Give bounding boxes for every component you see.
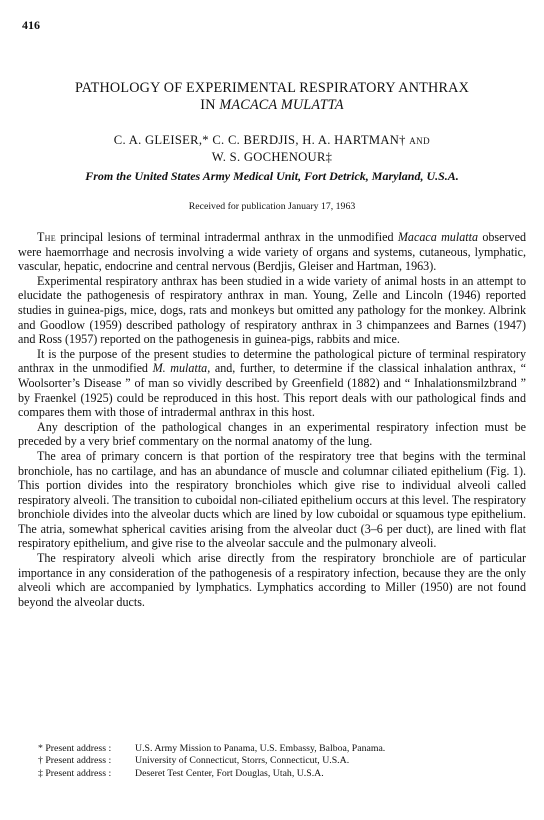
paragraph-5: The area of primary concern is that portion of the respiratory tree that begins with the terminal bronchiole, has no cartilage, and has an abundance of muscle and columnar ciliated epithelium (Fig. 1). This portion divides into the respiratory bronchioles which give rise to individual alveoli called respiratory alveoli. The transition to cuboidal non-ciliated epithelium occurs at this level. The respiratory bronchiole divides into the alveolar ducts which are lined by low cuboidal or squamous type epithelium. The atria, somewhat spherical cavities arising from the alveolar duct (3–6 per duct), are lined with flat respiratory epithelium, and give rise to the alveolar saccule and the pulmonary alveoli. [18,448,526,551]
footnote-text: U.S. Army Mission to Panama, U.S. Embassy, Balboa, Panama. [135,743,386,754]
paragraph-6: The respiratory alveoli which arise directly from the respiratory bronchiole are of particular importance in any consideration of the pathogenesis of a respiratory infection, because they are the only alveoli which are accompanied by lymphatics. Lymphatics according to Miller (1950) are not found beyond the alveolar ducts. [18,551,526,609]
footnote-label: * Present address : [38,743,112,754]
affiliation: From the United States Army Medical Unit, Fort Detrick, Maryland, U.S.A. [85,169,459,183]
footnotes [38,743,526,780]
paragraph-3-text-a: It is the purpose of the present studies to determine the pathological picture of terminal respiratory anthrax in the unmodified [18,346,526,376]
paragraph-1-text-b: observed were haemorrhage and necrosis involving a wide variety of organs and systems, cutaneous, lymphatic, vascular, hepatic, endocrine and central nervous (Berdjis, Gleiser and Hartman, 1963). [18,230,526,274]
title-line-2 [20,97,524,114]
authors-line-1 [20,132,524,149]
page-number: 416 [22,18,40,32]
footnote-text: University of Connecticut, Storrs, Connecticut, U.S.A. [135,755,350,767]
title-line-1: PATHOLOGY OF EXPERIMENTAL RESPIRATORY ANTHRAX [74,80,470,96]
authors-line-2: W. S. GOCHENOUR‡ [211,150,333,164]
paragraph-2: Experimental respiratory anthrax has been studied in a wide variety of animal hosts in an attempt to elucidate the pathogenesis of respiratory anthrax in man. Young, Zelle and Lincoln (1946) reported studies in guinea-pigs, mice, dogs, rats and monkeys but omitted any pathology for the monkey. Albrink and Goodlow (1959) described pathology of respiratory anthrax in 3 chimpanzees and Barnes (1947) and Ross (1957) reported on the pathogenesis in guinea-pigs, rabbits and mice. [18,273,526,347]
article-body [18,230,526,609]
paragraph-4: Any description of the pathological changes in an experimental respiratory infection must be preceded by a very brief commentary on the normal anatomy of the lung. [18,419,526,449]
footnote [38,768,526,780]
paragraph-1 [18,230,526,274]
title-in: IN [200,97,216,113]
paragraph-1-text-a: principal lesions of terminal intradermal anthrax in the unmodified [55,230,398,244]
footnote [38,755,526,767]
paragraph-3-text-b: , and, further, to determine if the classical inhalation anthrax, “ Woolsorter’s Disease ” of man so vividly described by Greenfield (1882) and “ Inhalationsmilzbrand ” by Fraenkel (1925) could be reproduced in this host. This report deals with our pathological finds and compares them with those of intradermal anthrax in this host. [18,361,527,420]
footnote-label: ‡ Present address : [38,767,112,779]
paragraph-3-species: M. mulatta [152,361,208,376]
paragraph-1-species: Macaca mulatta [397,230,479,244]
author-list [20,132,524,165]
footnote-label: † Present address : [38,755,112,767]
lead-word: The [37,230,56,244]
authors-and: AND [409,136,431,146]
received-date: Received for publication January 17, 1963 [188,201,356,212]
footnote [38,743,526,755]
paragraph-3 [18,347,526,420]
footnote-text: Deseret Test Center, Fort Douglas, Utah, U.S.A. [135,767,324,779]
article-title [20,80,524,114]
title-species: MACACA MULATTA [219,97,344,113]
authors-names-1: C. A. GLEISER,* C. C. BERDJIS, H. A. HARTMAN† [113,133,406,147]
